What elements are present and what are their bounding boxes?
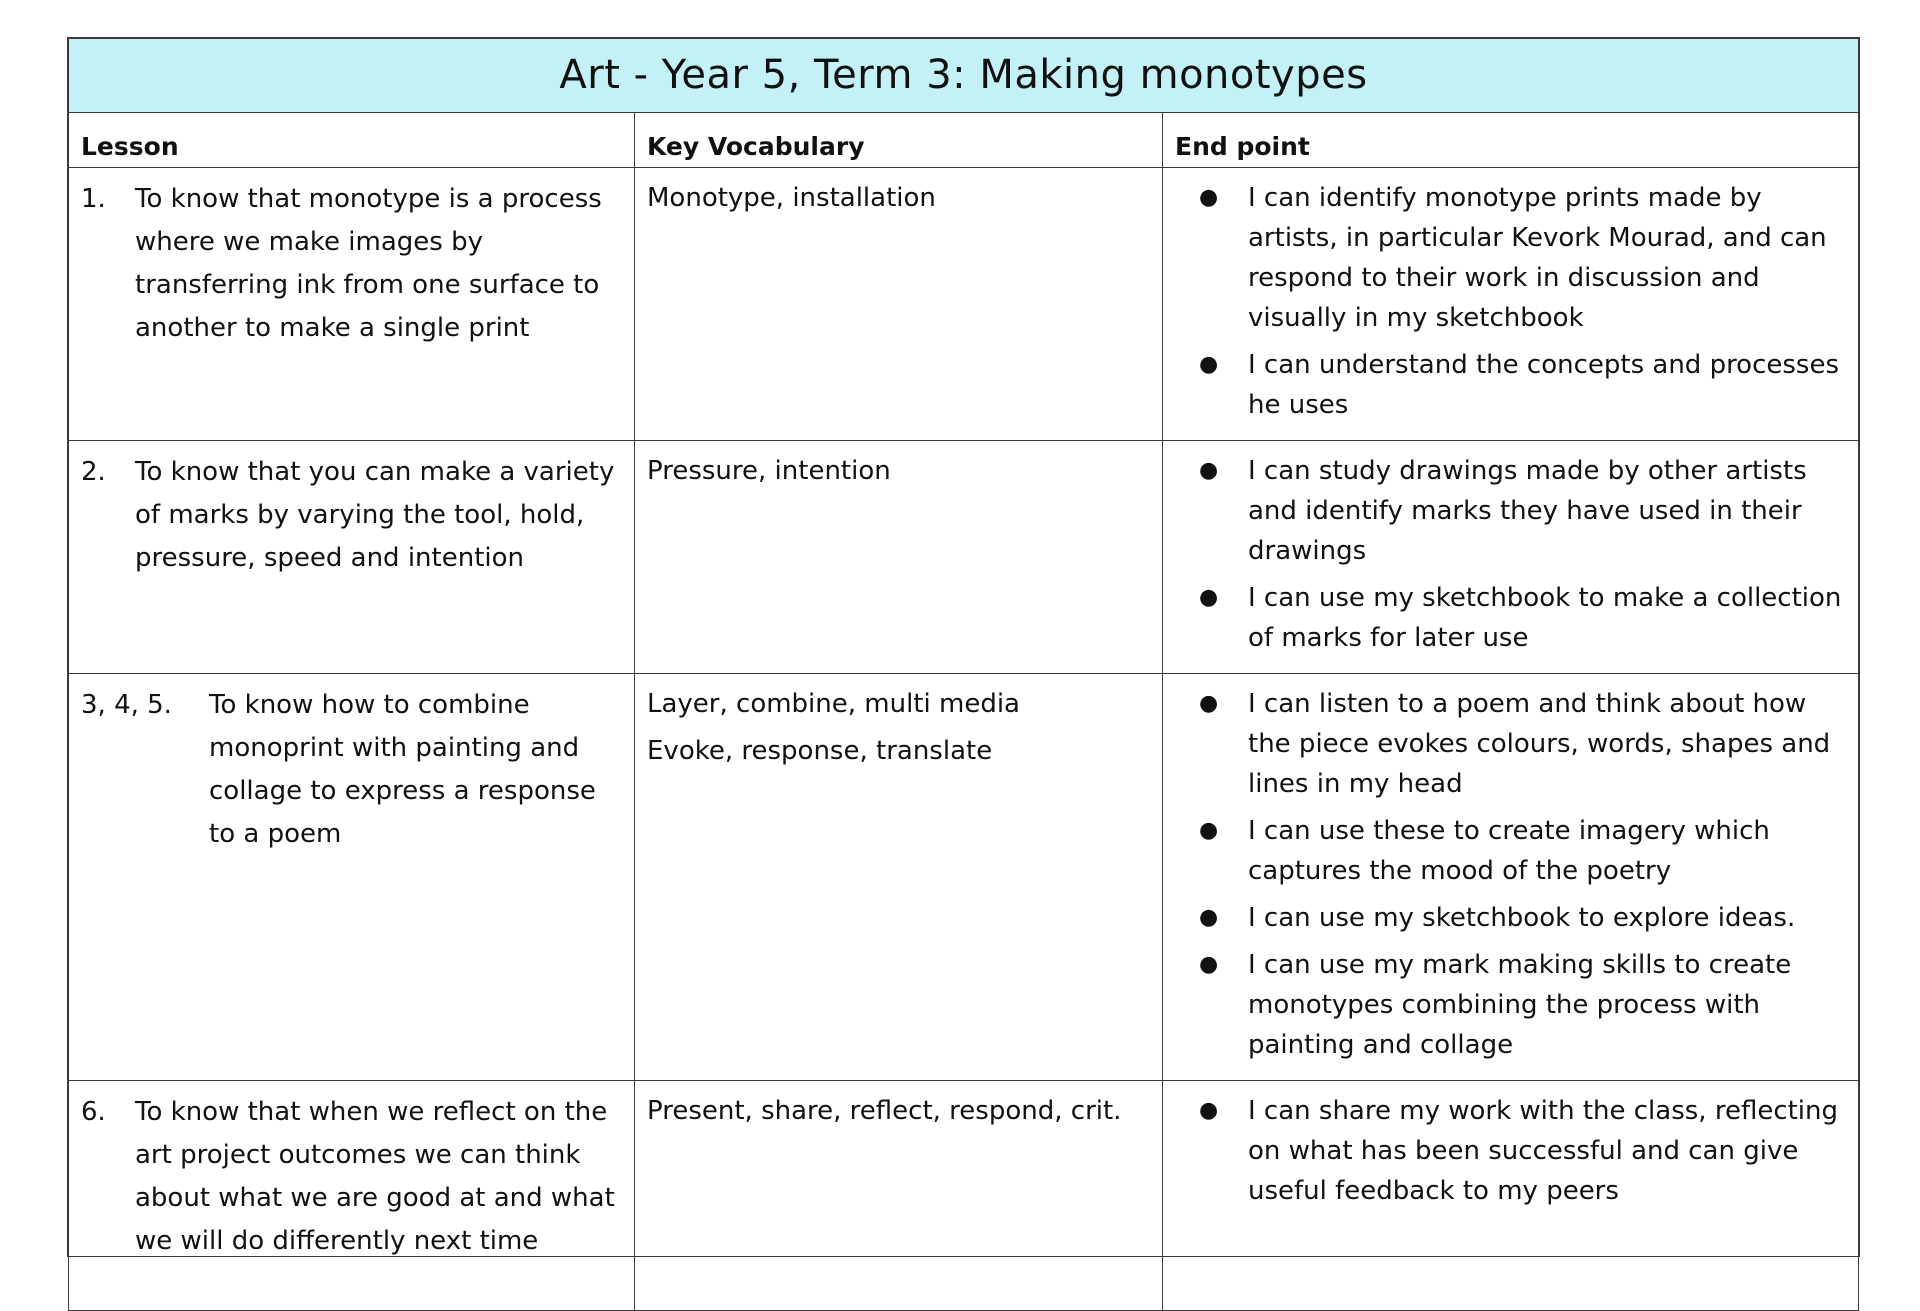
vocab-line: Evoke, response, translate — [647, 736, 993, 766]
vocab-line: Monotype, installation — [647, 183, 936, 213]
lesson-number: 2. — [81, 457, 106, 487]
page-title: Art - Year 5, Term 3: Making monotypes — [69, 39, 1859, 113]
curriculum-table — [67, 37, 1860, 1257]
vocab-cell — [635, 441, 1163, 674]
bullet-icon: ● — [1199, 952, 1219, 977]
end-point-text: I can listen to a poem and think about how the piece evokes colours, words, shapes and lines in my head — [1248, 689, 1831, 799]
end-point-text: I can share my work with the class, reflecting on what has been successful and can give useful feedback to my peers — [1248, 1096, 1839, 1206]
bullet-icon: ● — [1199, 352, 1219, 377]
bullet-icon: ● — [1199, 1098, 1219, 1123]
list-item — [1175, 451, 1846, 571]
end-point-text: I can use my mark making skills to create monotypes combining the process with painting and collage — [1248, 950, 1792, 1060]
vocab-line: Present, share, reflect, respond, crit. — [647, 1096, 1122, 1126]
lesson-number: 1. — [81, 184, 106, 214]
end-point-list — [1175, 684, 1846, 1065]
bullet-icon: ● — [1199, 585, 1219, 610]
end-point-cell — [1163, 1081, 1859, 1311]
vocab-line: Pressure, intention — [647, 456, 891, 486]
list-item — [1175, 945, 1846, 1065]
end-point-cell — [1163, 674, 1859, 1081]
bullet-icon: ● — [1199, 818, 1219, 843]
list-item — [1175, 178, 1846, 338]
vocab-cell — [635, 1081, 1163, 1311]
end-point-text: I can identify monotype prints made by artists, in particular Kevork Mourad, and can respond to their work in discussion and visually in my sketchbook — [1248, 183, 1827, 333]
lesson-text: To know that monotype is a process where we make images by transferring ink from one surface to another to make a single print — [135, 184, 602, 343]
end-point-text: I can use these to create imagery which captures the mood of the poetry — [1248, 816, 1770, 886]
lesson-cell — [69, 1081, 635, 1311]
table-row — [69, 674, 1859, 1081]
vocab-line: Layer, combine, multi media — [647, 689, 1020, 719]
list-item — [1175, 578, 1846, 658]
list-item — [1175, 898, 1846, 938]
end-point-cell — [1163, 441, 1859, 674]
list-item — [1175, 684, 1846, 804]
table-row — [69, 168, 1859, 441]
table-row — [69, 1081, 1859, 1311]
end-point-text: I can use my sketchbook to make a collection of marks for later use — [1248, 583, 1842, 653]
list-item — [1175, 345, 1846, 425]
end-point-cell — [1163, 168, 1859, 441]
bullet-icon: ● — [1199, 691, 1219, 716]
lesson-cell — [69, 674, 635, 1081]
end-point-text: I can understand the concepts and processes he uses — [1248, 350, 1840, 420]
lesson-number: 3, 4, 5. — [81, 690, 172, 720]
header-key-vocabulary: Key Vocabulary — [635, 113, 1163, 168]
end-point-list — [1175, 1091, 1846, 1211]
header-lesson: Lesson — [69, 113, 635, 168]
lesson-cell — [69, 168, 635, 441]
end-point-text: I can use my sketchbook to explore ideas. — [1248, 903, 1796, 933]
lesson-text: To know that you can make a variety of marks by varying the tool, hold, pressure, speed and intention — [135, 457, 615, 573]
bullet-icon: ● — [1199, 185, 1219, 210]
lesson-text: To know that when we reflect on the art project outcomes we can think about what we are good at and what we will do differently next time — [135, 1097, 615, 1256]
list-item — [1175, 811, 1846, 891]
vocab-cell — [635, 674, 1163, 1081]
lesson-cell — [69, 441, 635, 674]
lesson-table — [68, 38, 1859, 1311]
lesson-number: 6. — [81, 1097, 106, 1127]
table-row — [69, 441, 1859, 674]
end-point-text: I can study drawings made by other artists and identify marks they have used in their drawings — [1248, 456, 1807, 566]
list-item — [1175, 1091, 1846, 1211]
end-point-list — [1175, 451, 1846, 658]
vocab-cell — [635, 168, 1163, 441]
header-end-point: End point — [1163, 113, 1859, 168]
bullet-icon: ● — [1199, 905, 1219, 930]
end-point-list — [1175, 178, 1846, 425]
bullet-icon: ● — [1199, 458, 1219, 483]
lesson-text: To know how to combine monoprint with painting and collage to express a response to a poem — [209, 690, 596, 849]
